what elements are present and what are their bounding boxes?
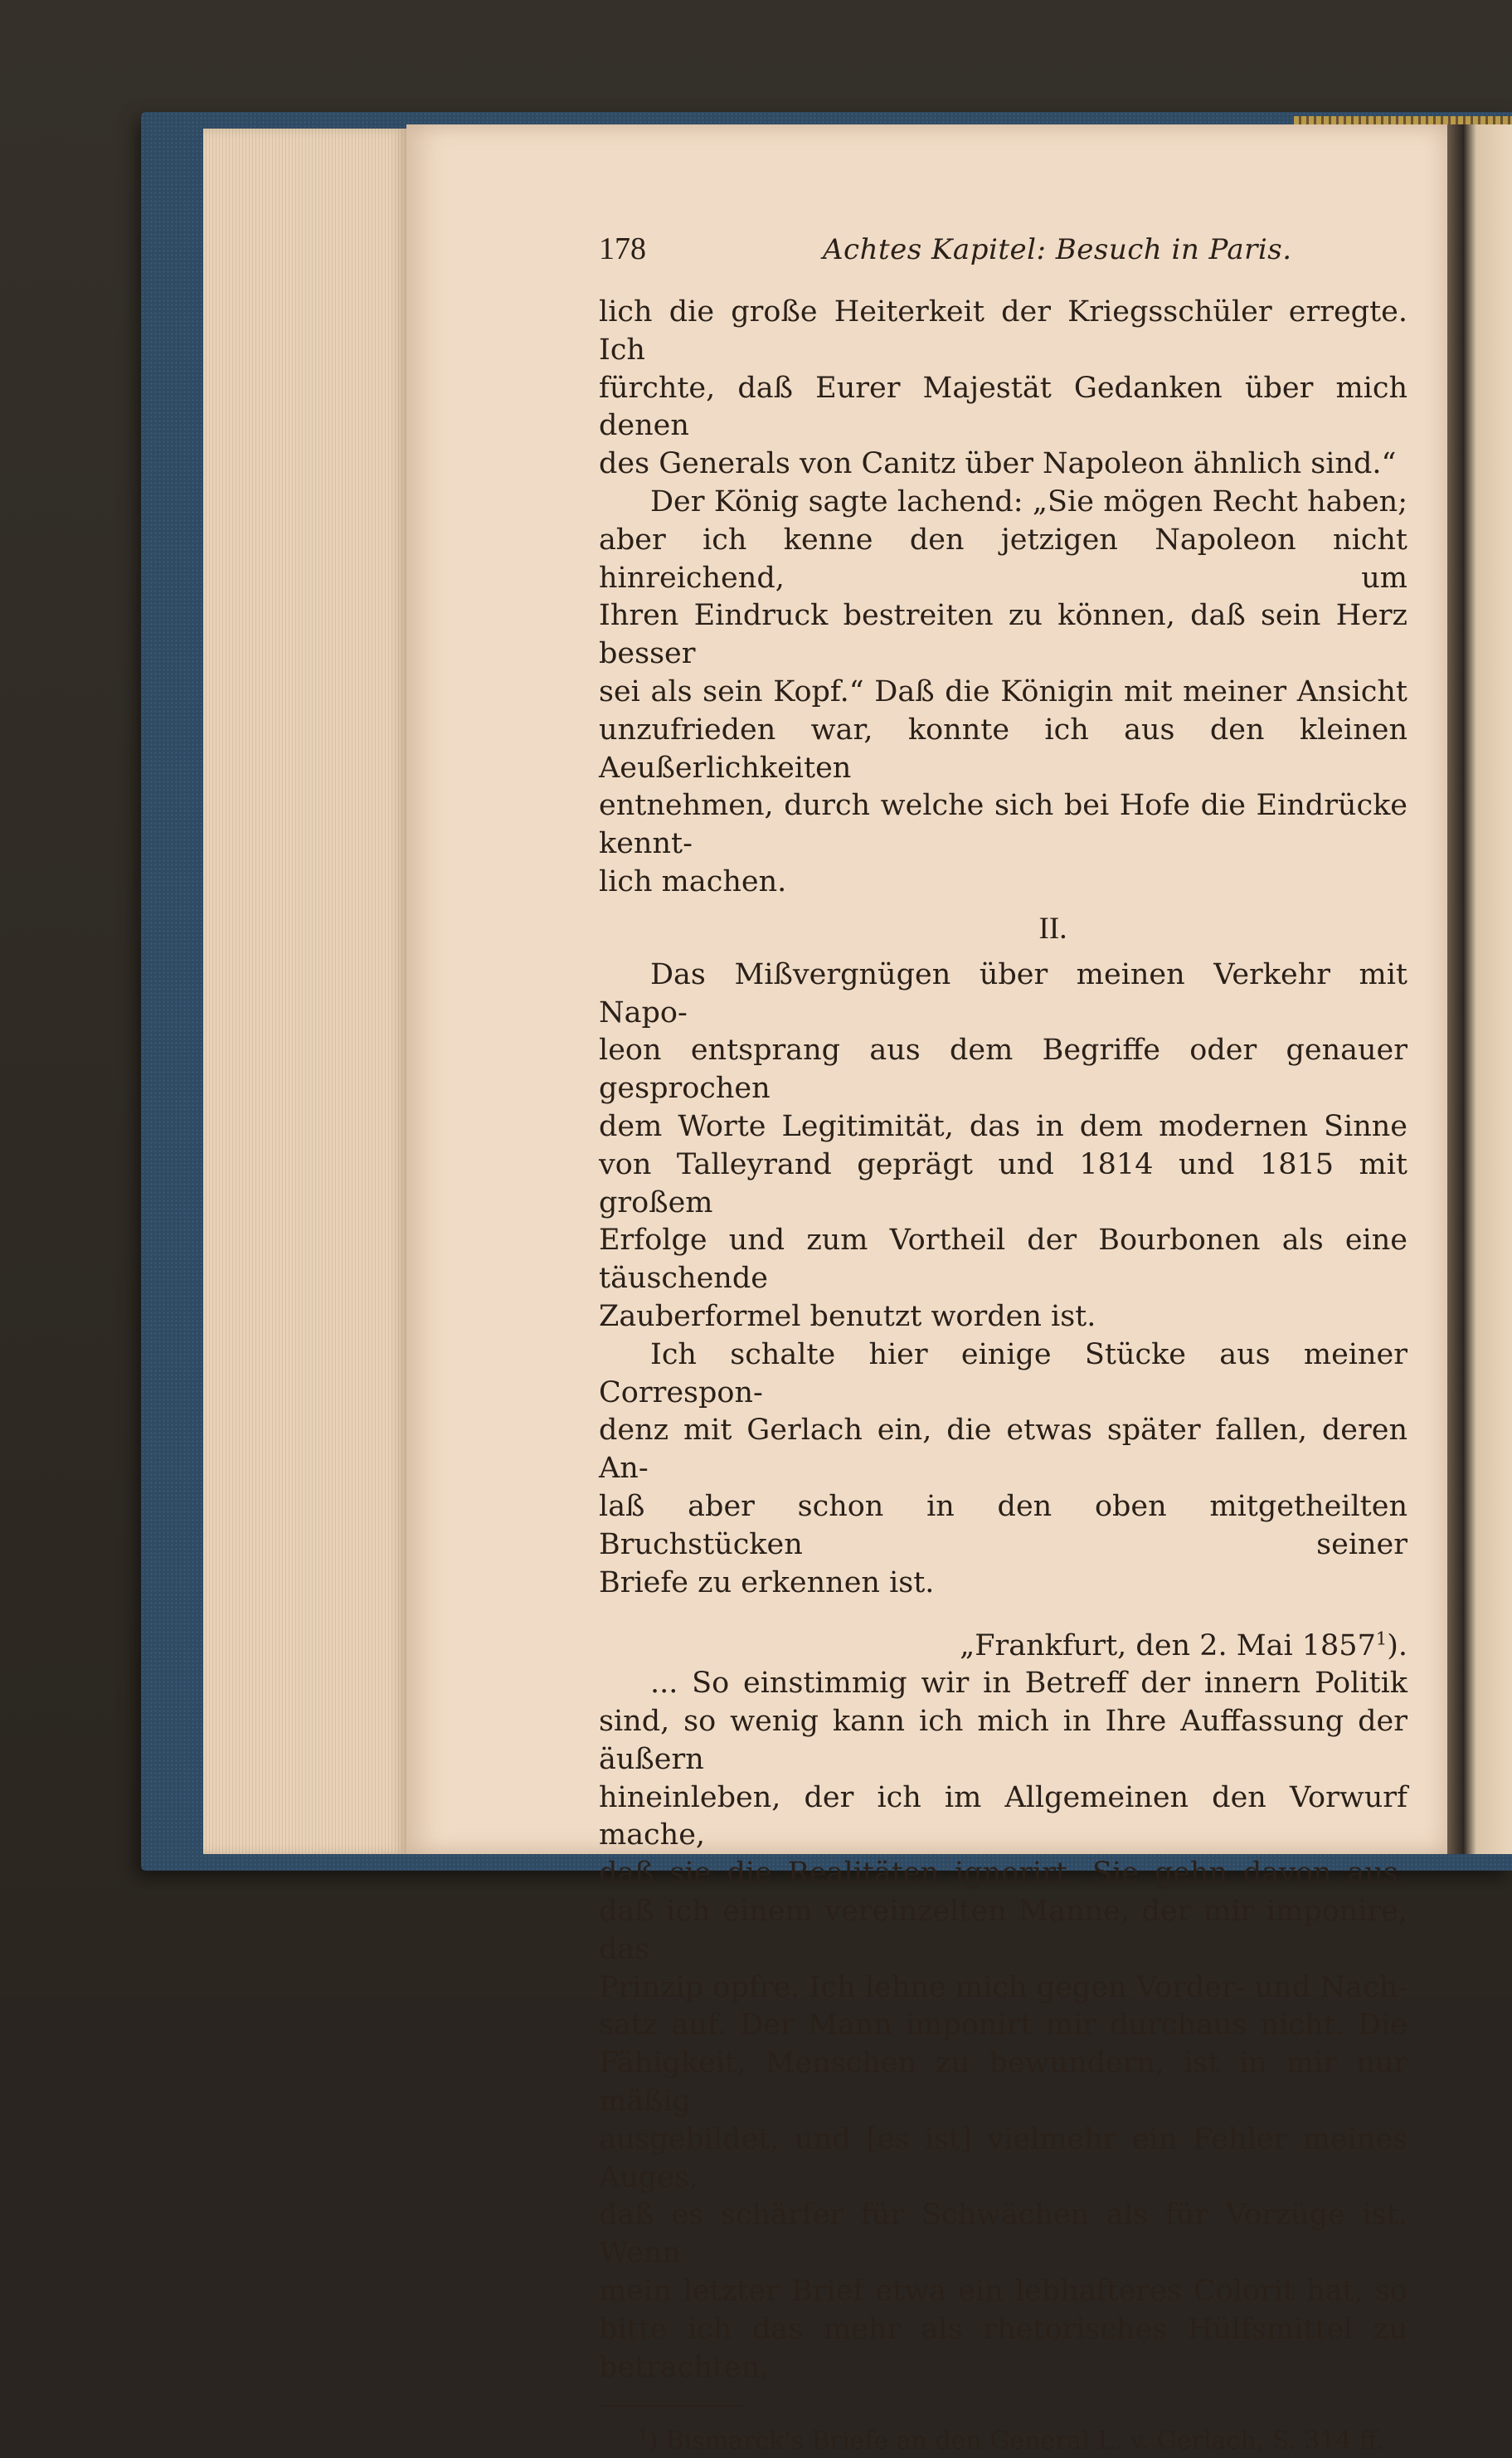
text-line: mein letzter Brief etwa ein lebhafteres Colorit hat, so (599, 2275, 1407, 2309)
text-line: bitte ich das mehr als rhetorisches Hülfsmittel zu betrachten, (599, 2312, 1407, 2384)
letter-body (599, 1665, 1407, 2387)
page-text (599, 231, 1407, 2458)
text-line: denz mit Gerlach ein, die etwas später fallen, deren An- (599, 1414, 1407, 1486)
footnote-marker: 1 (639, 2426, 649, 2445)
text-line: laß aber schon in den oben mitgetheilten Bruchstücken seiner (599, 1489, 1407, 1561)
letter-dateline (599, 1627, 1407, 1665)
text-line: fürchte, daß Eurer Majestät Gedanken über mich denen (599, 371, 1407, 443)
text-line: daß sie die Realitäten ignorirt. Sie gehn davon aus, (599, 1857, 1407, 1891)
text-line: Erfolge und zum Vortheil der Bourbonen als eine täuschende (599, 1224, 1407, 1296)
dateline-text: „Frankfurt, den 2. Mai 1857 (960, 1629, 1376, 1663)
text-line: lich machen. (599, 864, 787, 898)
text-line: von Talleyrand geprägt und 1814 und 1815 mit großem (599, 1147, 1407, 1219)
text-line: sind, so wenig kann ich mich in Ihre Auffassung der äußern (599, 1705, 1407, 1776)
text-line: des Generals von Canitz über Napoleon ähnlich sind.“ (599, 447, 1397, 481)
text-line: leon entsprang aus dem Begriffe oder genauer gesprochen (599, 1034, 1407, 1106)
text-line: Das Mißvergnügen über meinen Verkehr mit Napo- (599, 957, 1407, 1029)
text-line: unzufrieden war, konnte ich aus den kleinen Aeußerlichkeiten (599, 713, 1407, 785)
paragraph-correspondence (599, 1336, 1407, 1603)
page-number: 178 (599, 231, 646, 266)
text-line: Briefe zu erkennen ist. (599, 1565, 935, 1599)
text-line: ausgebildet, und [es ist] vielmehr ein Fehler meines Auges, (599, 2122, 1407, 2194)
text-line: Zauberformel benutzt worden ist. (599, 1299, 1096, 1333)
paragraph-legitimitaet (599, 956, 1407, 1336)
running-title: Achtes Kapitel: Besuch in Paris. (823, 233, 1292, 266)
text-line: ... So einstimmig wir in Betreff der innern Politik (650, 1667, 1407, 1701)
text-line: Ich schalte hier einige Stücke aus meiner Correspon- (599, 1337, 1407, 1409)
text-line: Fähigkeit, Menschen zu bewundern, ist in mir nur mäßig (599, 2047, 1407, 2119)
text-line: aber ich kenne den jetzigen Napoleon nicht hinreichend, um (599, 523, 1407, 595)
text-line: dem Worte Legitimität, das in dem modernen Sinne (599, 1109, 1407, 1143)
text-line: daß es schärfer für Schwächen als für Vorzüge ist. Wenn (599, 2198, 1407, 2271)
footnote-rule (599, 2405, 744, 2407)
text-line: hineinleben, der ich im Allgemeinen den Vorwurf mache, (599, 1780, 1407, 1852)
book-gutter (1447, 124, 1512, 1854)
text-line: daß ich einem vereinzelten Manne, der mir imponire, das (599, 1895, 1407, 1966)
footnote-reference: 1 (1375, 1628, 1388, 1649)
text-line: Prinzip opfre. Ich lehne mich gegen Vorder- und Nach- (599, 1970, 1407, 2004)
page-edges (203, 129, 406, 1854)
running-header (599, 231, 1407, 272)
text-line: lich die große Heiterkeit der Kriegsschüler erregte. Ich (599, 295, 1407, 367)
text-line: satz auf. Der Mann imponirt mir durchaus nicht. Die (599, 2008, 1407, 2042)
paragraph-continuation (599, 294, 1407, 484)
footnote (599, 2425, 1407, 2458)
text-line: sei als sein Kopf.“ Daß die Königin mit meiner Ansicht (599, 674, 1407, 708)
paragraph-king (599, 484, 1407, 902)
footnote-text: ) Bismarck's Briefe an den General L. v. Gerlach, S. 314 ff. (648, 2426, 1384, 2456)
dateline-end: ). (1387, 1629, 1407, 1663)
section-heading: II. (1038, 911, 1067, 946)
text-line: Ihren Eindruck bestreiten zu können, daß sein Herz besser (599, 599, 1407, 671)
text-line: entnehmen, durch welche sich bei Hofe die Eindrücke kennt- (599, 789, 1407, 861)
text-line: Der König sagte lachend: „Sie mögen Recht haben; (650, 484, 1407, 518)
